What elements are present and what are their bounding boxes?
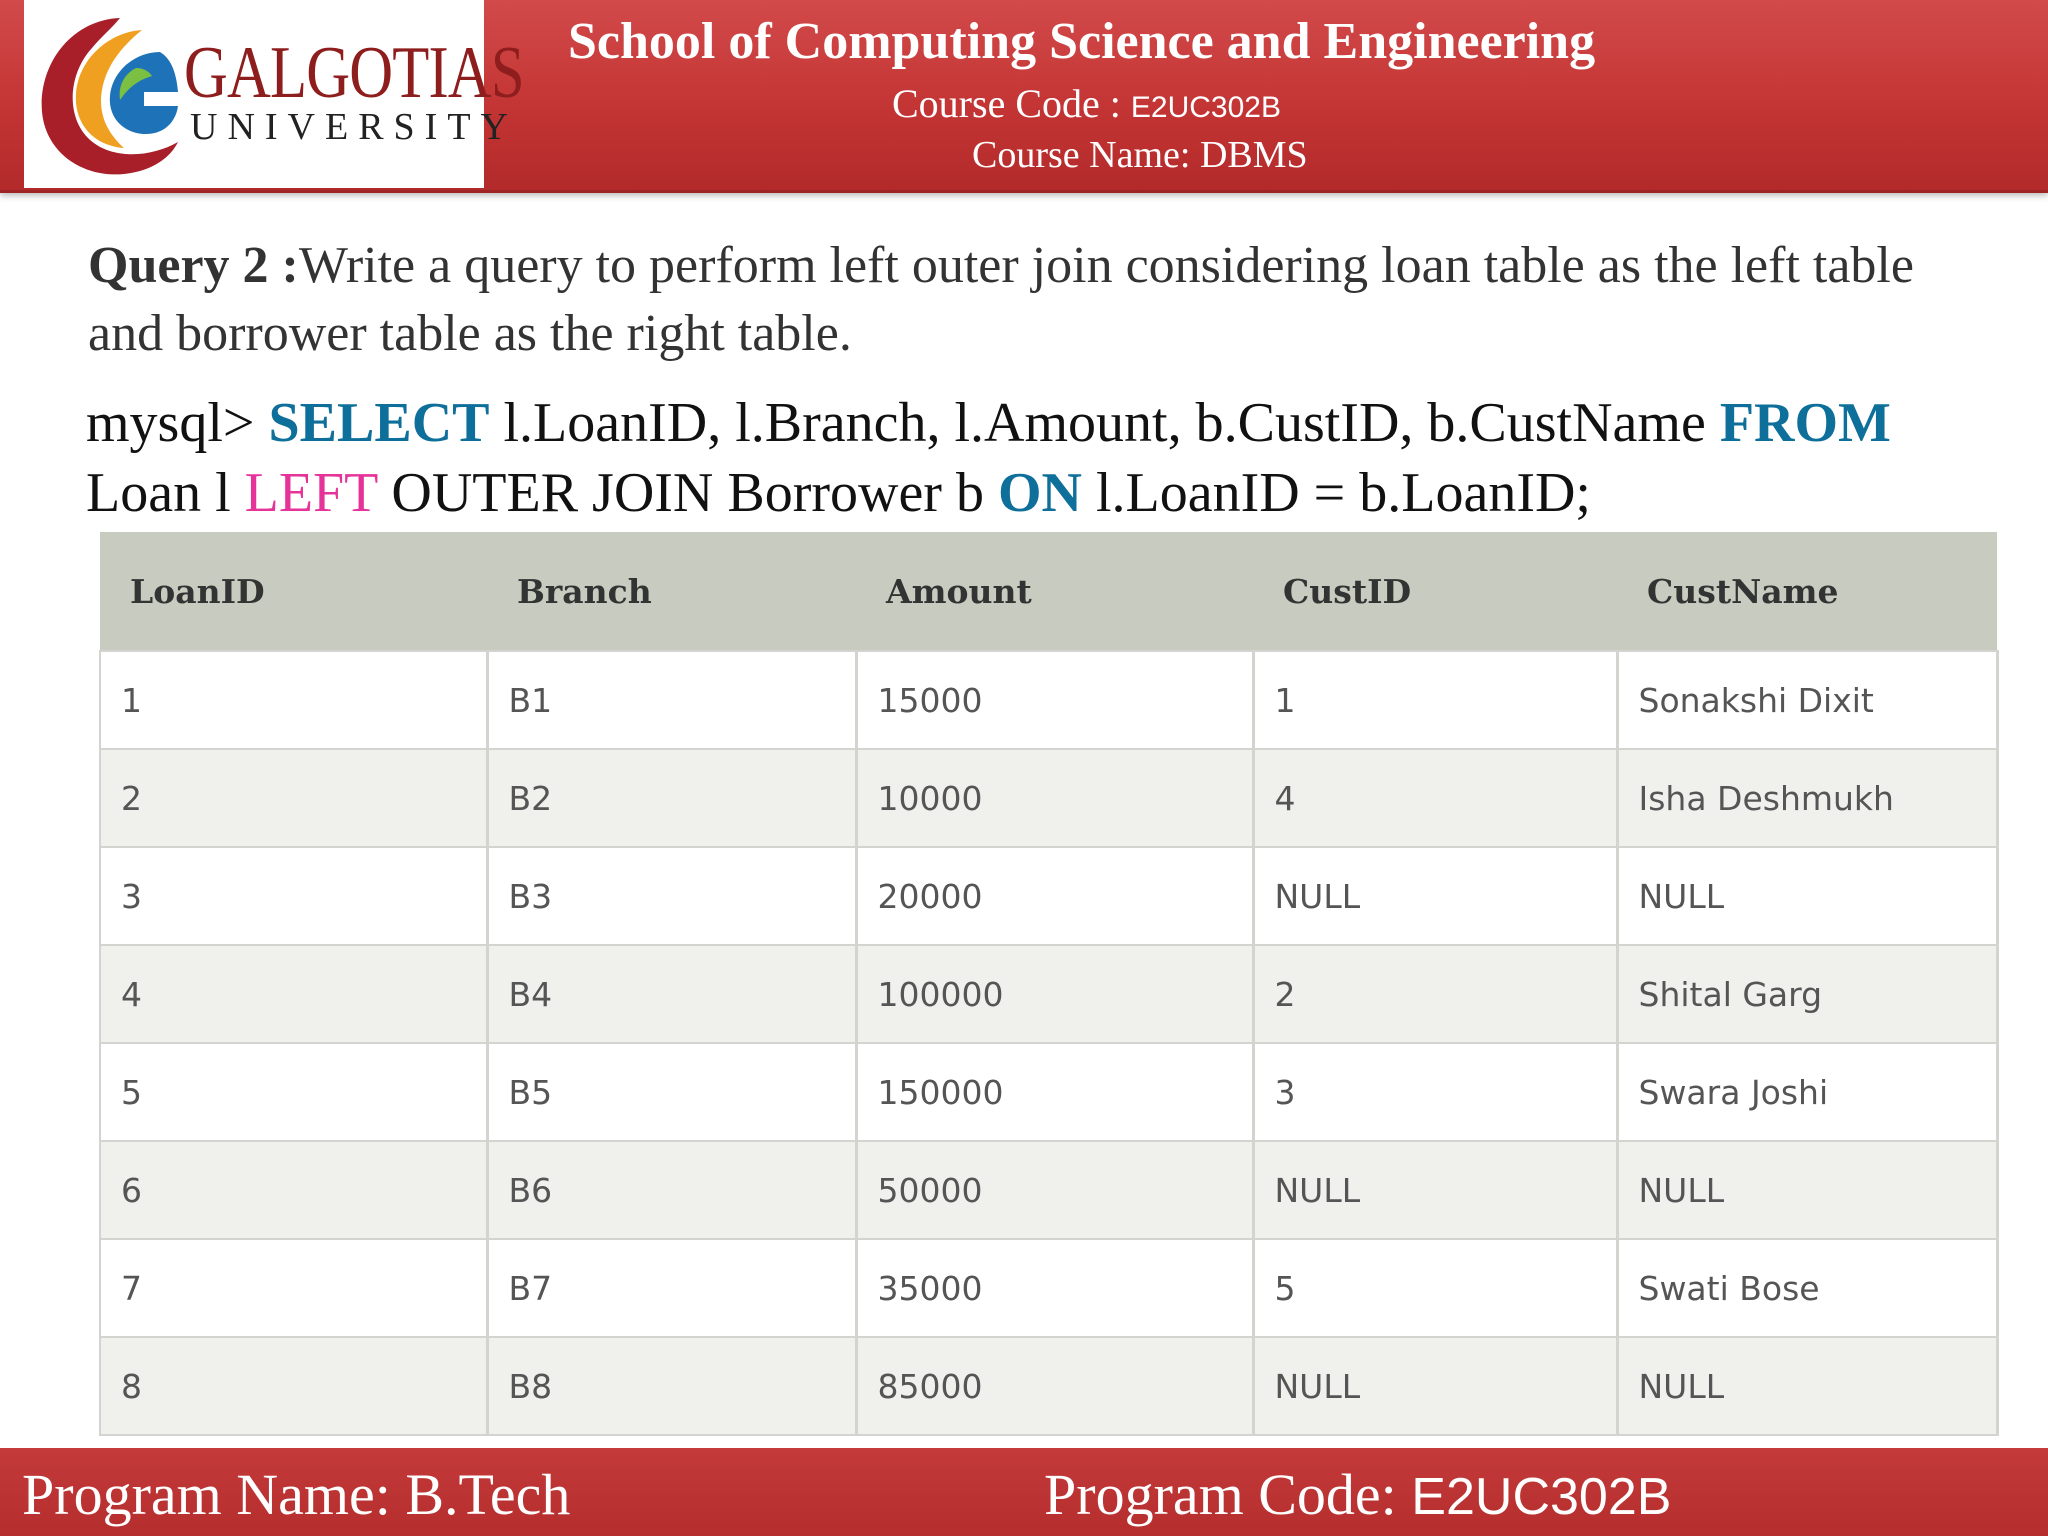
program-code-label: Program Code: <box>1044 1462 1412 1527</box>
cell-loanid: 1 <box>100 651 487 749</box>
sql-condition: l.LoanID = b.LoanID; <box>1081 462 1591 524</box>
cell-branch: B1 <box>487 651 856 749</box>
school-title: School of Computing Science and Engineering <box>568 13 1596 70</box>
cell-custname: Swati Bose <box>1617 1239 1997 1337</box>
cell-custid: 5 <box>1253 1239 1617 1337</box>
table-header-row <box>100 532 1997 651</box>
slide-header <box>0 0 2048 193</box>
cell-custname: Shital Garg <box>1617 945 1997 1043</box>
cell-amount: 150000 <box>856 1043 1253 1141</box>
galgotias-logo-icon <box>32 8 182 180</box>
cell-custid: NULL <box>1253 1337 1617 1435</box>
result-table <box>99 532 1999 1436</box>
table-row <box>100 945 1997 1043</box>
query-label: Query 2 : <box>88 237 299 294</box>
cell-amount: 15000 <box>856 651 1253 749</box>
cell-branch: B2 <box>487 749 856 847</box>
sql-statement <box>86 388 1986 528</box>
sql-keyword-left: LEFT <box>244 462 378 524</box>
cell-custname: NULL <box>1617 1141 1997 1239</box>
table-row <box>100 847 1997 945</box>
result-table-container <box>99 532 1996 1436</box>
table-row <box>100 1239 1997 1337</box>
course-name: Course Name: DBMS <box>972 134 1308 176</box>
cell-custname: NULL <box>1617 1337 1997 1435</box>
sql-table-loan: Loan l <box>86 462 245 524</box>
logo-wordmark: GALGOTIAS <box>184 32 524 114</box>
cell-loanid: 4 <box>100 945 487 1043</box>
program-code-value: E2UC302B <box>1411 1468 1672 1526</box>
sql-keyword-on: ON <box>997 462 1082 524</box>
column-header-amount: Amount <box>856 532 1253 651</box>
cell-branch: B3 <box>487 847 856 945</box>
column-header-custid: CustID <box>1253 532 1617 651</box>
column-header-branch: Branch <box>487 532 856 651</box>
cell-loanid: 7 <box>100 1239 487 1337</box>
cell-custid: 1 <box>1253 651 1617 749</box>
cell-custid: 4 <box>1253 749 1617 847</box>
column-header-loanid: LoanID <box>100 532 487 651</box>
cell-branch: B6 <box>487 1141 856 1239</box>
cell-custname: NULL <box>1617 847 1997 945</box>
table-row <box>100 651 1997 749</box>
course-code <box>892 81 1281 126</box>
sql-keyword-from: FROM <box>1719 392 1891 454</box>
cell-amount: 100000 <box>856 945 1253 1043</box>
cell-amount: 35000 <box>856 1239 1253 1337</box>
cell-custname: Sonakshi Dixit <box>1617 651 1997 749</box>
program-code <box>1044 1462 1672 1527</box>
cell-custid: NULL <box>1253 847 1617 945</box>
table-row <box>100 1043 1997 1141</box>
course-code-label: Course Code : <box>892 81 1131 126</box>
cell-amount: 20000 <box>856 847 1253 945</box>
cell-loanid: 5 <box>100 1043 487 1141</box>
cell-amount: 10000 <box>856 749 1253 847</box>
cell-amount: 50000 <box>856 1141 1253 1239</box>
program-name: Program Name: B.Tech <box>22 1462 571 1527</box>
cell-branch: B5 <box>487 1043 856 1141</box>
cell-branch: B4 <box>487 945 856 1043</box>
cell-loanid: 3 <box>100 847 487 945</box>
university-logo <box>24 0 524 188</box>
cell-loanid: 8 <box>100 1337 487 1435</box>
cell-loanid: 6 <box>100 1141 487 1239</box>
cell-custid: 2 <box>1253 945 1617 1043</box>
cell-custid: 3 <box>1253 1043 1617 1141</box>
cell-branch: B7 <box>487 1239 856 1337</box>
logo-subtitle: UNIVERSITY <box>190 106 518 148</box>
query-description <box>88 232 1968 368</box>
sql-keyword-select: SELECT <box>268 392 490 454</box>
slide-footer <box>0 1448 2048 1536</box>
course-code-value: E2UC302B <box>1130 91 1281 124</box>
sql-prompt: mysql> <box>86 392 269 454</box>
table-row <box>100 1141 1997 1239</box>
sql-columns: l.LoanID, l.Branch, l.Amount, b.CustID, b.CustName <box>489 392 1720 454</box>
query-text: Write a query to perform left outer join considering loan table as the left table and borrower table as the right table. <box>88 237 1914 362</box>
cell-custid: NULL <box>1253 1141 1617 1239</box>
cell-custname: Swara Joshi <box>1617 1043 1997 1141</box>
table-row <box>100 1337 1997 1435</box>
cell-loanid: 2 <box>100 749 487 847</box>
table-row <box>100 749 1997 847</box>
sql-join-clause: OUTER JOIN Borrower b <box>377 462 998 524</box>
cell-amount: 85000 <box>856 1337 1253 1435</box>
cell-custname: Isha Deshmukh <box>1617 749 1997 847</box>
cell-branch: B8 <box>487 1337 856 1435</box>
column-header-custname: CustName <box>1617 532 1997 651</box>
